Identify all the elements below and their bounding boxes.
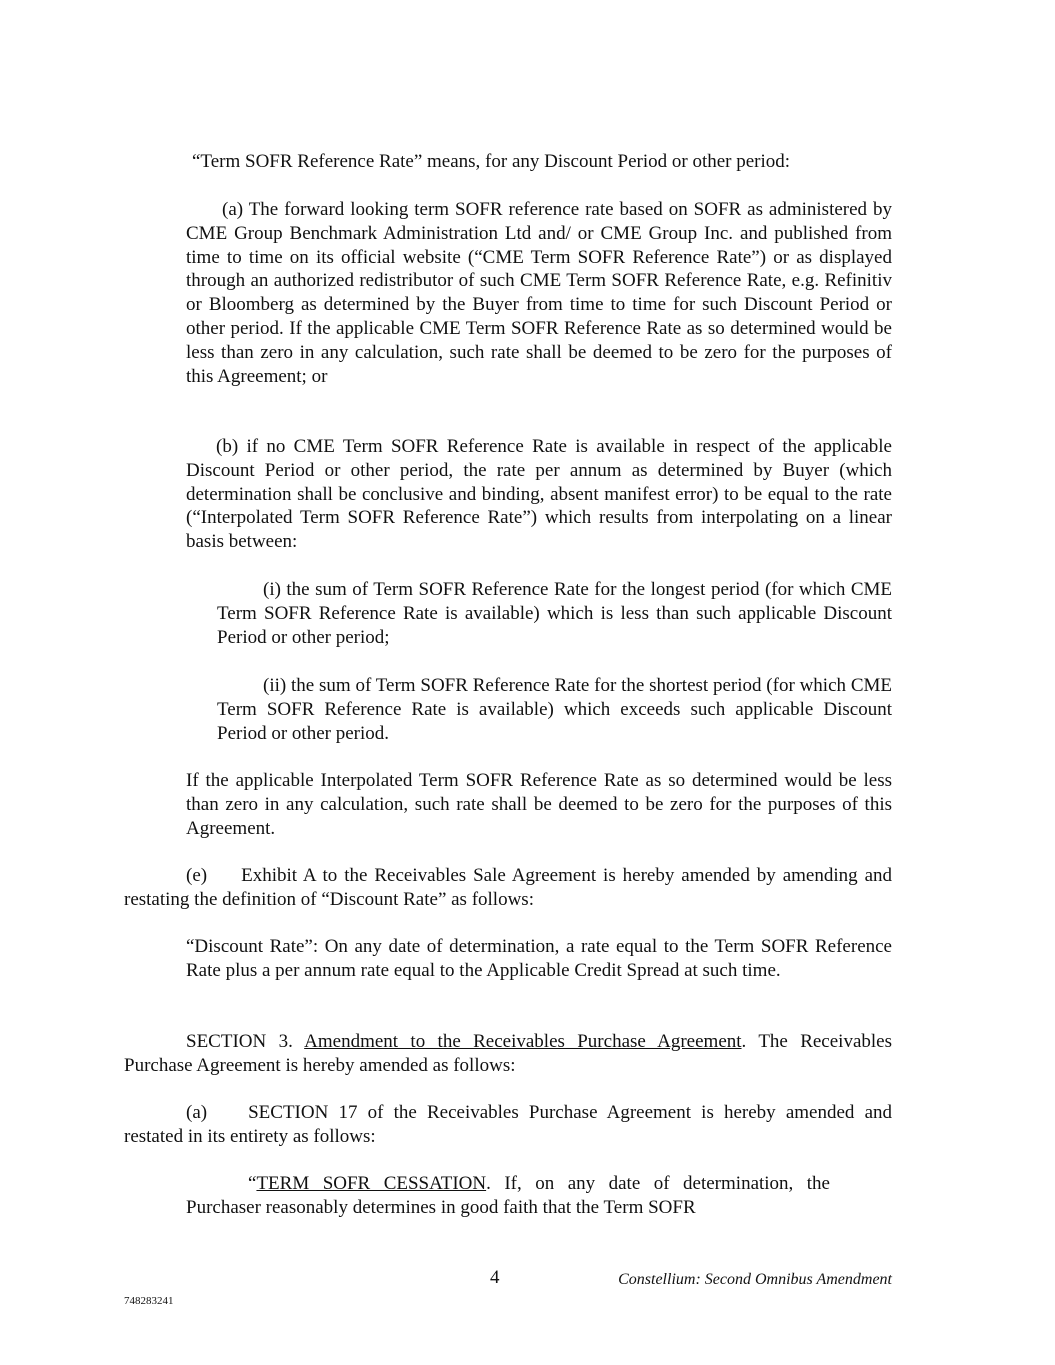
term-sofr-cessation-heading: TERM SOFR CESSATION [256, 1173, 487, 1194]
section-3-period: . [741, 1031, 747, 1052]
clause-a-section-17-paragraph [124, 1101, 892, 1149]
page-number: 4 [490, 1267, 500, 1288]
clause-e-paragraph [124, 864, 892, 912]
document-title: Constellium: Second Omnibus Amendment [618, 1271, 892, 1288]
clause-e-label: (e) [186, 865, 208, 886]
definition-discount-rate: “Discount Rate”: On any date of determination, a rate equal to the Term SOFR Reference Rate plus a per annum rate equal to the Applicable Credit Spread at such time. [186, 936, 892, 981]
section-3-label: SECTION 3. [186, 1031, 293, 1052]
definition-subclause-ii: (ii) the sum of Term SOFR Reference Rate for the shortest period (for which CME Term SOFR Reference Rate is available) which exceeds such applicable Discount Period or other period. [217, 675, 892, 744]
clause-a-text: SECTION 17 of the Receivables Purchase Agreement is hereby amended and restated in its entirety as follows: [124, 1102, 892, 1147]
definition-clause-a: (a) The forward looking term SOFR reference rate based on SOFR as administered by CME Group Benchmark Administration Ltd and/ or CME Group Inc. and published from time to time on its official website (“CME Term SOFR Reference Rate”) or as displayed through an authorized redistributor of such CME Term SOFR Reference Rate, e.g. Refinitiv or Bloomberg as determined by the Buyer from time to time for such Discount Period or other period. If the applicable CME Term SOFR Reference Rate as so determined would be less than zero in any calculation, such rate shall be deemed to be zero for the purposes of this Agreement; or [186, 199, 892, 387]
term-sofr-cessation-text: . If, on any date of determination, the Purchaser reasonably determines in good faith that the Term SOFR [186, 1173, 830, 1218]
definition-clause-b: (b) if no CME Term SOFR Reference Rate is available in respect of the applicable Discount Period or other period, the rate per annum as determined by Buyer (which determination shall be conclusive and binding, absent manifest error) to be equal to the rate (“Interpolated Term SOFR Reference Rate”) which results from interpolating on a linear basis between: [186, 436, 892, 553]
definition-term-sofr-intro: “Term SOFR Reference Rate” means, for any Discount Period or other period: [192, 151, 791, 172]
definition-subclause-i: (i) the sum of Term SOFR Reference Rate for the longest period (for which CME Term SOFR Reference Rate is available) which is less than such applicable Discount Period or other period; [217, 579, 892, 648]
section-3-paragraph [124, 1030, 892, 1078]
document-id: 748283241 [124, 1295, 174, 1307]
definition-closing-paragraph: If the applicable Interpolated Term SOFR Reference Rate as so determined would be less than zero in any calculation, such rate shall be deemed to be zero for the purposes of this Agreement. [186, 770, 892, 839]
section-3-heading: Amendment to the Receivables Purchase Agreement [304, 1031, 742, 1052]
clause-e-text: Exhibit A to the Receivables Sale Agreement is hereby amended by amending and restating the definition of “Discount Rate” as follows: [124, 865, 892, 910]
term-sofr-cessation-open-quote: “ [248, 1173, 257, 1194]
section-3-text: The Receivables Purchase Agreement is hereby amended as follows: [124, 1031, 892, 1076]
term-sofr-cessation-paragraph [186, 1172, 830, 1220]
clause-a-label: (a) [186, 1102, 208, 1123]
